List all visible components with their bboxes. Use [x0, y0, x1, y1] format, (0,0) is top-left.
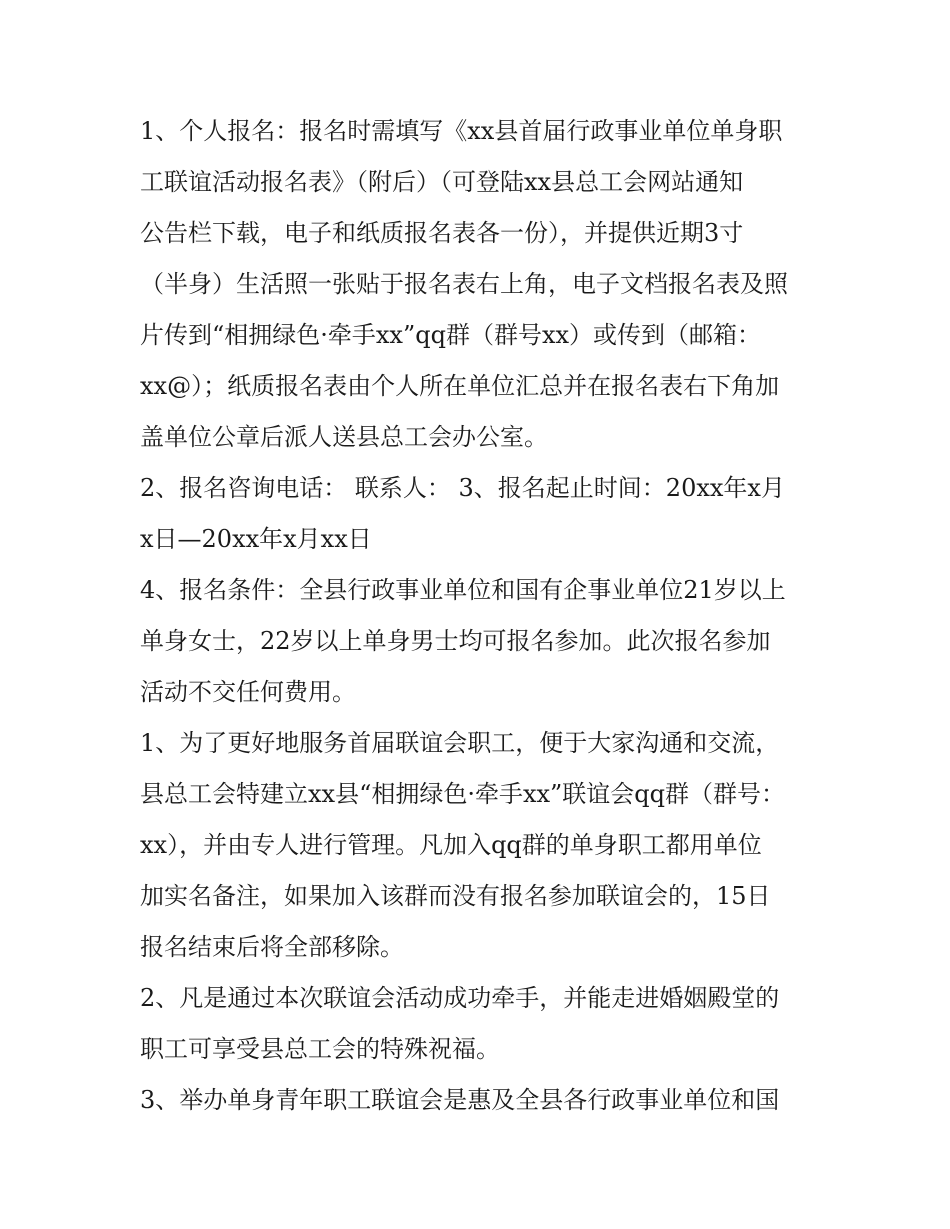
text-line: xx），并由专人进行管理。凡加入qq群的单身职工都用单位: [140, 831, 762, 859]
text-line: 1、个人报名：报名时需填写《xx县首届行政事业单位单身职: [140, 117, 783, 145]
text-line: xx@）；纸质报名表由个人所在单位汇总并在报名表右下角加: [140, 372, 780, 400]
text-line: 2、报名咨询电话： 联系人： 3、报名起止时间：20xx年x月: [140, 474, 785, 502]
text-line: 1、为了更好地服务首届联谊会职工，便于大家沟通和交流，: [140, 729, 780, 757]
document-body: [140, 106, 820, 1126]
text-line: 公告栏下载，电子和纸质报名表各一份），并提供近期3寸: [140, 219, 744, 247]
text-line: 片传到“相拥绿色·牵手xx”qq群（群号xx）或传到（邮箱：: [140, 321, 762, 349]
text-line: 职工可享受县总工会的特殊祝福。: [140, 1035, 500, 1063]
text-line: 盖单位公章后派人送县总工会办公室。: [140, 423, 548, 451]
text-line: 县总工会特建立xx县“相拥绿色·牵手xx”联谊会qq群（群号：: [140, 780, 786, 808]
text-line: 加实名备注，如果加入该群而没有报名参加联谊会的，15日: [140, 882, 771, 910]
text-line: 4、报名条件：全县行政事业单位和国有企事业单位21岁以上: [140, 576, 786, 604]
text-line: 3、举办单身青年职工联谊会是惠及全县各行政事业单位和国: [140, 1086, 780, 1114]
text-line: 工联谊活动报名表》（附后）（可登陆xx县总工会网站通知: [140, 168, 744, 196]
text-line: （半身）生活照一张贴于报名表右上角，电子文档报名表及照: [140, 270, 788, 298]
text-line: 2、凡是通过本次联谊会活动成功牵手，并能走进婚姻殿堂的: [140, 984, 780, 1012]
text-line: x日—20xx年x月xx日: [140, 525, 372, 553]
text-line: 单身女士，22岁以上单身男士均可报名参加。此次报名参加: [140, 627, 771, 655]
text-line: 报名结束后将全部移除。: [140, 933, 404, 961]
text-line: 活动不交任何费用。: [140, 678, 356, 706]
